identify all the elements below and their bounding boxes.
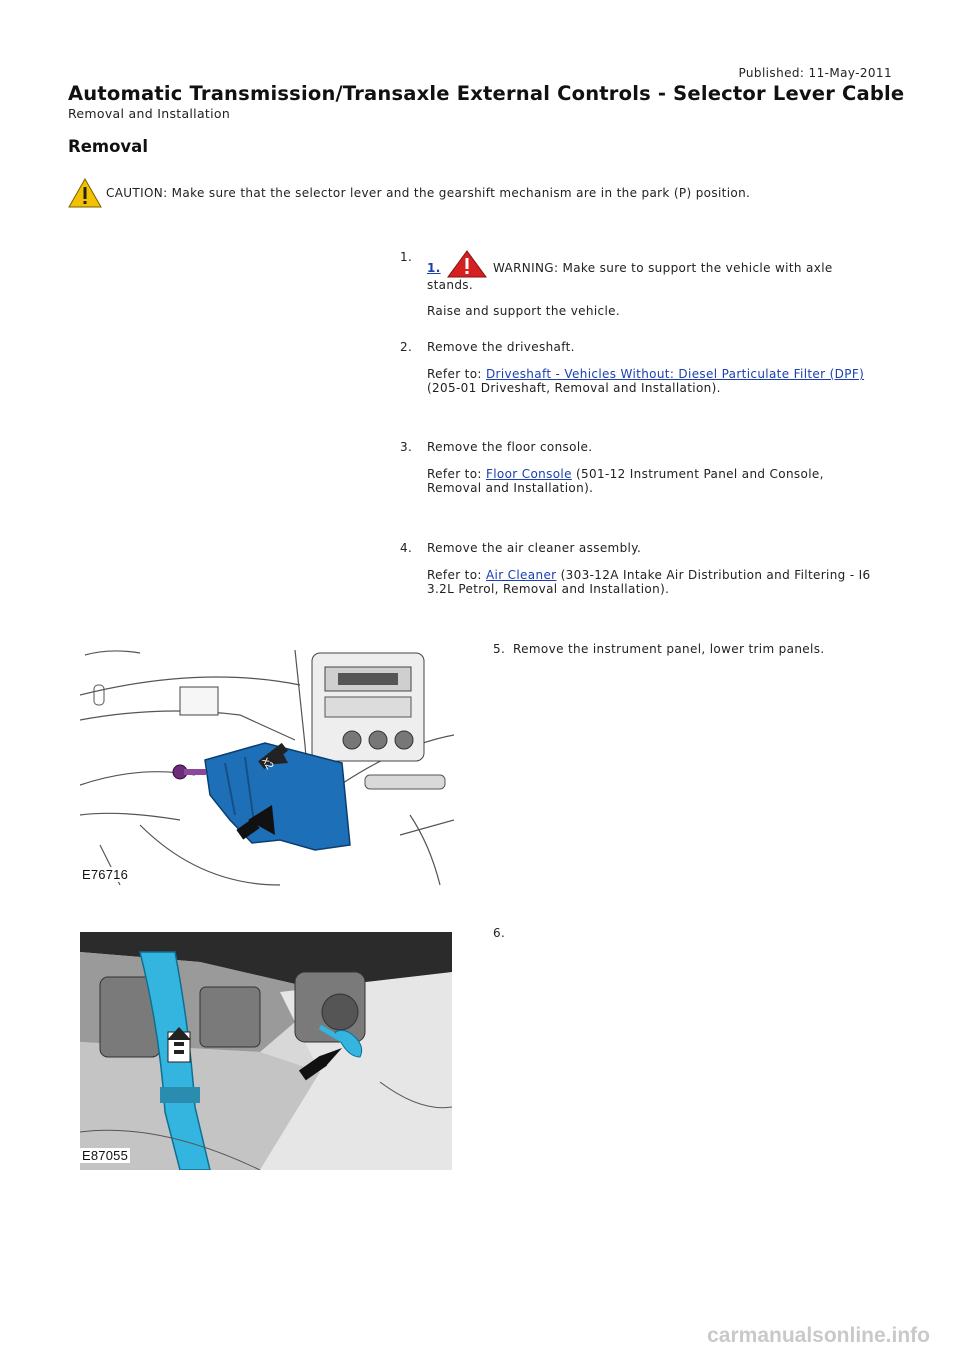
refer-prefix: Refer to: [427,467,482,481]
caution-icon [68,178,102,208]
step-4 [400,541,880,611]
figure-label-x2: x2 [259,755,276,772]
step-number: 3. [400,440,413,454]
step-5 [493,642,893,662]
selector-cable-illustration [80,932,452,1170]
refer-prefix: Refer to: [427,568,482,582]
step-number: 2. [400,340,413,354]
refer-suffix: (501-12 Instrument Panel and Console, Removal and Installation). [427,467,824,495]
step-2 [400,340,880,410]
step-text: Remove the air cleaner assembly. [427,541,642,555]
step-1 [400,250,880,318]
figure-lower-trim-panel [80,645,454,889]
published-date: Published: 11-May-2011 [738,66,892,80]
step-6 [493,926,893,946]
warning-icon [447,250,487,278]
step-number: 4. [400,541,413,555]
page-subtitle: Removal and Installation [68,106,231,121]
figure-selector-cable [80,932,452,1170]
refer-prefix: Refer to: [427,367,482,381]
caution-text: CAUTION: Make sure that the selector lever and the gearshift mechanism are in the park (P) position. [106,186,751,200]
refer-suffix: (303-12A Intake Air Distribution and Filtering - I6 3.2L Petrol, Removal and Installation). [427,568,871,596]
step-text: Remove the floor console. [427,440,593,454]
reference-link[interactable]: Driveshaft - Vehicles Without: Diesel Particulate Filter (DPF) [485,367,865,381]
page-title: Automatic Transmission/Transaxle External Controls - Selector Lever Cable [68,82,905,105]
figure-code: E76716 [82,867,129,882]
dashboard-illustration [80,645,454,889]
step-number: 1. [400,250,413,264]
step-text: Remove the instrument panel, lower trim panels. [513,642,825,656]
warning-text: WARNING: Make sure to support the vehicle with axle stands. [427,261,833,292]
reference-link[interactable]: Floor Console [485,467,572,481]
step-number: 5. [493,642,506,656]
step-3 [400,440,880,510]
step-text: Remove the driveshaft. [427,340,575,354]
step-number: 6. [493,926,506,940]
caution-note [68,178,750,208]
watermark: carmanualsonline.info [707,1324,930,1347]
step-1-anchor-link[interactable]: 1. [427,261,441,275]
refer-suffix: (205-01 Driveshaft, Removal and Installation). [427,381,721,395]
reference-link[interactable]: Air Cleaner [485,568,557,582]
figure-code: E87055 [82,1148,129,1163]
section-heading: Removal [68,137,148,156]
step-text: Raise and support the vehicle. [427,304,621,318]
